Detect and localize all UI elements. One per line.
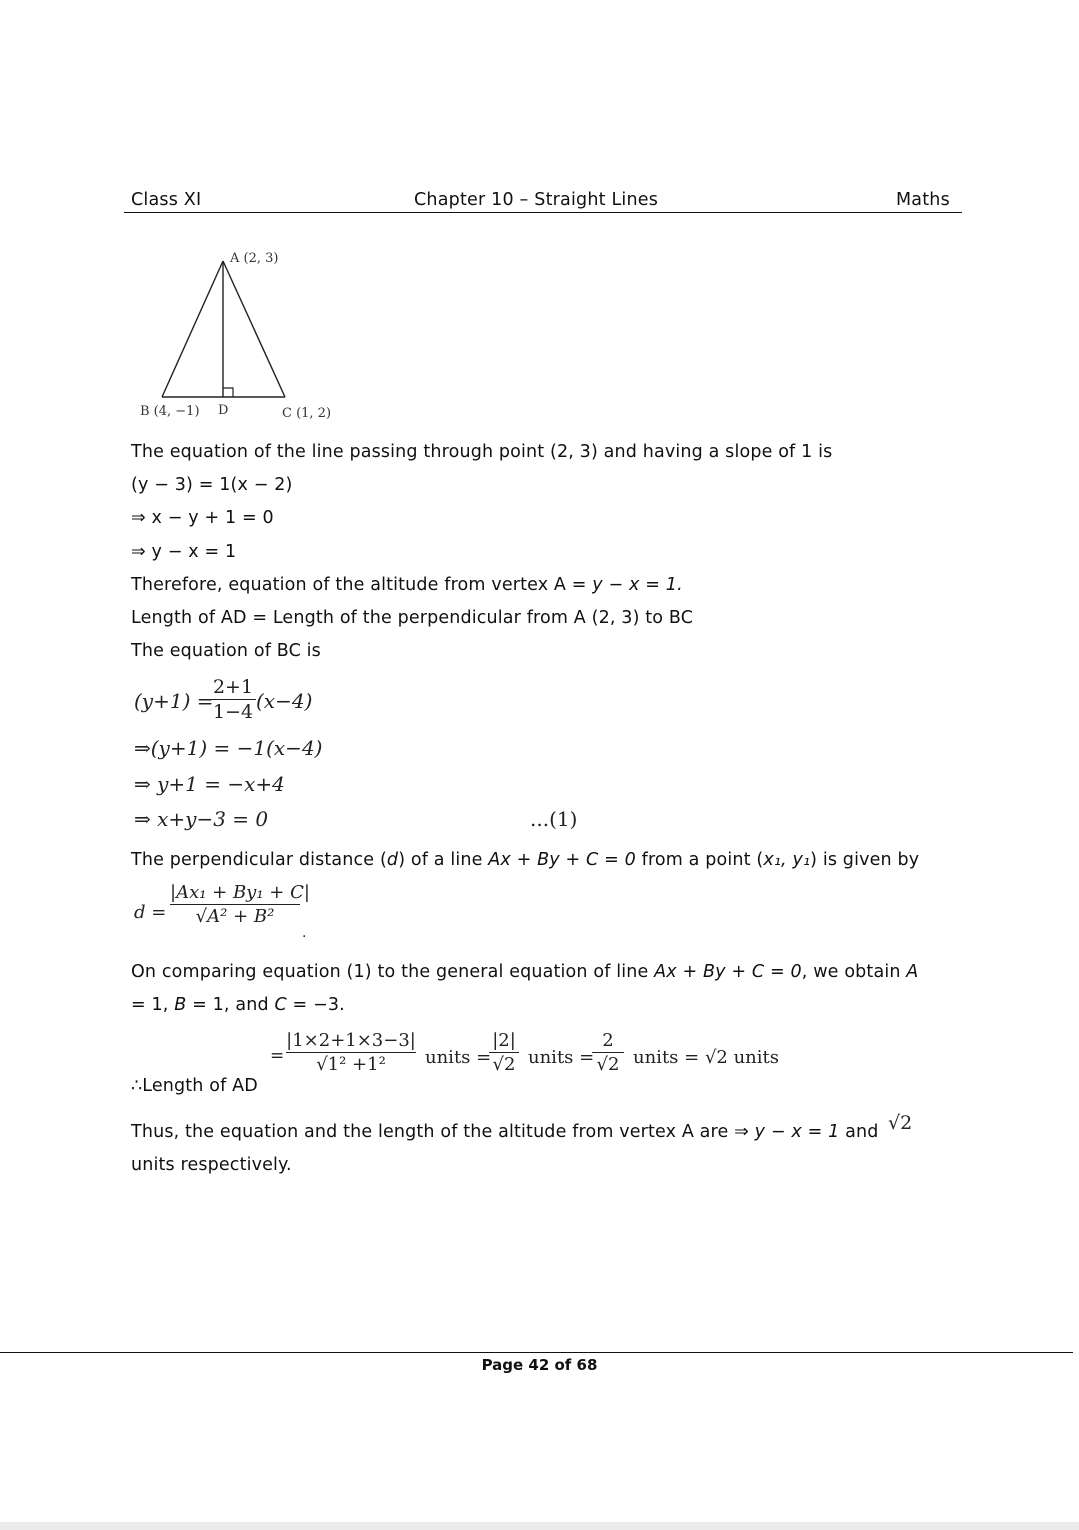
coeff-text-a: = 1, [131, 995, 175, 1015]
conclusion-equation: ⇒ y − x = 1 [734, 1122, 840, 1142]
header-class: Class XI [131, 190, 202, 210]
triangle-figure [130, 240, 350, 430]
len-bar-3 [592, 1052, 624, 1053]
bc-eq1-rhs: (x−4) [256, 689, 313, 713]
len-den-2: √2 [492, 1054, 516, 1075]
bc-eq3: ⇒ y+1 = −x+4 [134, 772, 285, 796]
coeff-text-b: = 1, and [186, 995, 275, 1015]
bc-eq1-fraction [210, 676, 256, 723]
len-fraction-1 [286, 1030, 416, 1075]
coeff-c: C [274, 995, 287, 1015]
altitude-text: Therefore, equation of the altitude from vertex A = [131, 575, 593, 595]
header-rule [124, 212, 962, 213]
coeff-b: B [174, 995, 187, 1015]
len-den-3: √2 [596, 1054, 620, 1075]
len-num-1: |1×2+1×3−3| [286, 1030, 416, 1051]
bc-eq1-bar [210, 699, 256, 700]
d-fraction [170, 882, 310, 927]
text-line-coeffs [131, 995, 345, 1015]
distance-text-c: from a point ( [635, 850, 764, 870]
right-angle-mark [223, 388, 233, 397]
len-fraction-3 [592, 1030, 624, 1075]
label-c: C (1, 2) [282, 406, 332, 421]
len-bar-1 [286, 1052, 416, 1053]
equation-2: ⇒ x − y + 1 = 0 [131, 508, 274, 528]
len-units-2: units = [528, 1047, 595, 1068]
len-units-1: units = [425, 1047, 492, 1068]
compare-line: Ax + By + C = 0 [654, 962, 802, 982]
label-d: D [218, 403, 229, 418]
distance-text-a: The perpendicular distance ( [131, 850, 387, 870]
side-ab [162, 261, 223, 397]
len-num-2: |2| [492, 1030, 516, 1051]
compare-a: A [906, 962, 919, 982]
altitude-equation: y − x = 1. [592, 575, 683, 595]
len-bar-2 [489, 1052, 519, 1053]
label-a: A (2, 3) [230, 251, 279, 266]
d-den: √A² + B² [195, 906, 275, 927]
page-number: Page 42 of 68 [481, 1356, 598, 1374]
bc-eq1-lhs: (y+1) = [134, 689, 214, 713]
label-b: B (4, −1) [140, 404, 200, 419]
bc-eq4: ⇒ x+y−3 = 0 [134, 807, 269, 831]
compare-text: On comparing equation (1) to the general equation of line [131, 962, 655, 982]
length-of-ad-label: ∴Length of AD [131, 1076, 258, 1096]
d-num: |Ax₁ + By₁ + C| [170, 882, 310, 903]
len-equals: = [270, 1046, 285, 1066]
distance-d: d [386, 850, 399, 870]
len-fraction-2 [489, 1030, 519, 1075]
equation-ref: ...(1) [530, 807, 578, 831]
text-line-distance [131, 850, 919, 870]
viewer-bottom-band [0, 1522, 1079, 1530]
text-line-length: Length of AD = Length of the perpendicular from A (2, 3) to BC [131, 608, 694, 628]
conclusion-and: and [839, 1122, 879, 1142]
len-num-3: 2 [602, 1030, 614, 1051]
header-chapter: Chapter 10 – Straight Lines [414, 190, 659, 210]
text-line-1: The equation of the line passing through point (2, 3) and having a slope of 1 is [131, 442, 833, 462]
len-den-1: √1² +1² [316, 1054, 386, 1075]
conclusion-sqrt: √2 [888, 1112, 913, 1134]
text-line-conclusion [131, 1122, 879, 1142]
d-lhs: d = [134, 902, 167, 923]
text-line-units: units respectively. [131, 1155, 292, 1175]
text-line-compare [131, 962, 918, 982]
text-line-bc: The equation of BC is [131, 641, 321, 661]
text-line-altitude [131, 575, 683, 595]
equation-1: (y − 3) = 1(x − 2) [131, 475, 293, 495]
coeff-text-c: = −3. [286, 995, 345, 1015]
bc-eq2: ⇒(y+1) = −1(x−4) [134, 736, 323, 760]
distance-text-d: ) is given by [810, 850, 920, 870]
distance-text-b: ) of a line [398, 850, 489, 870]
len-units-3: units = √2 units [633, 1047, 779, 1068]
distance-line: Ax + By + C = 0 [488, 850, 636, 870]
equation-3: ⇒ y − x = 1 [131, 542, 237, 562]
header-subject: Maths [896, 190, 950, 210]
d-period: . [302, 925, 307, 941]
compare-text-b: , we obtain [801, 962, 907, 982]
d-bar [170, 904, 300, 905]
bc-eq1-den: 1−4 [212, 701, 254, 723]
distance-point: x₁, y₁ [763, 850, 811, 870]
side-ac [223, 261, 285, 397]
conclusion-text: Thus, the equation and the length of the altitude from vertex A are [131, 1122, 735, 1142]
bc-eq1-num: 2+1 [212, 676, 254, 698]
footer-rule [0, 1352, 1073, 1353]
